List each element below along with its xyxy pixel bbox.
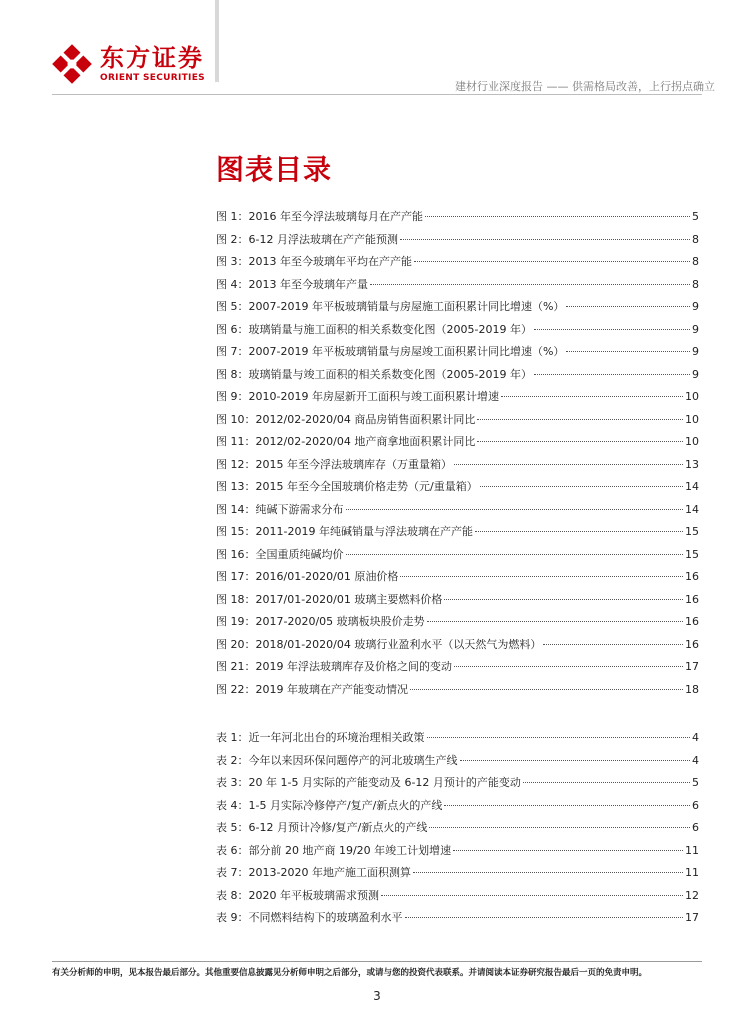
dot-leader xyxy=(566,351,690,352)
figure-entry-page: 9 xyxy=(692,345,699,358)
footer-disclaimer: 有关分析师的申明，见本报告最后部分。其他重要信息披露见分析师申明之后部分，或请与您的投资代表联系。并请阅读本证券研究报告最后一页的免责申明。 xyxy=(52,968,648,978)
brand-name-en: ORIENT SECURITIES xyxy=(100,72,205,83)
table-entry-label: 表 7：2013-2020 年地产施工面积测算 xyxy=(216,866,411,879)
table-entry[interactable] xyxy=(216,752,699,775)
figure-entry-page: 9 xyxy=(692,300,699,313)
dot-leader xyxy=(381,895,683,896)
dot-leader xyxy=(534,374,690,375)
figure-entry-page: 8 xyxy=(692,255,699,268)
dot-leader xyxy=(429,827,690,828)
dot-leader xyxy=(370,284,690,285)
figure-entry[interactable] xyxy=(216,343,699,366)
figure-entry-page: 10 xyxy=(685,390,699,403)
dot-leader xyxy=(427,621,683,622)
figure-entry[interactable] xyxy=(216,568,699,591)
dot-leader xyxy=(475,531,683,532)
page-number: 3 xyxy=(373,989,381,1003)
figure-list xyxy=(216,208,699,703)
dot-leader xyxy=(346,554,684,555)
dot-leader xyxy=(346,509,684,510)
table-entry[interactable] xyxy=(216,864,699,887)
figure-entry-page: 10 xyxy=(685,412,699,426)
brand-logo xyxy=(52,44,205,84)
table-entry-label: 表 2：今年以来因环保问题停产的河北玻璃生产线 xyxy=(216,753,458,767)
footer-divider xyxy=(52,961,702,962)
dot-leader xyxy=(454,464,683,465)
figure-entry-label: 图 15：2011-2019 年纯碱销量与浮法玻璃在产产能 xyxy=(216,525,473,538)
table-entry-label: 表 6：部分前 20 地产商 19/20 年竣工计划增速 xyxy=(216,843,452,857)
figure-entry[interactable] xyxy=(216,321,699,344)
figure-entry[interactable] xyxy=(216,658,699,681)
dot-leader xyxy=(400,576,683,577)
table-entry-page: 12 xyxy=(685,888,699,902)
header-divider xyxy=(52,94,702,95)
table-entry-page: 11 xyxy=(685,843,699,857)
figure-entry-label: 图 21：2019 年浮法玻璃库存及价格之间的变动 xyxy=(216,660,452,673)
figure-entry[interactable] xyxy=(216,208,699,231)
figure-entry-label: 图 22：2019 年玻璃在产产能变动情况 xyxy=(216,682,408,696)
figure-entry-label: 图 20：2018/01-2020/04 玻璃行业盈利水平（以天然气为燃料） xyxy=(216,637,542,651)
dot-leader xyxy=(543,644,683,645)
figure-entry-page: 9 xyxy=(692,367,699,381)
figure-entry-label: 图 17：2016/01-2020/01 原油价格 xyxy=(216,570,399,583)
table-entry-page: 11 xyxy=(685,866,699,879)
dot-leader xyxy=(523,782,690,783)
figure-entry[interactable] xyxy=(216,388,699,411)
figure-entry[interactable] xyxy=(216,276,699,299)
dot-leader xyxy=(410,689,683,690)
figure-entry-label: 图 11：2012/02-2020/04 地产商拿地面积累计同比 xyxy=(216,435,476,448)
figure-entry[interactable] xyxy=(216,433,699,456)
figure-entry[interactable] xyxy=(216,613,699,636)
figure-entry-label: 图 13：2015 年至今全国玻璃价格走势（元/重量箱） xyxy=(216,480,478,493)
table-entry-label: 表 3：20 年 1-5 月实际的产能变动及 6-12 月预计的产能变动 xyxy=(216,776,521,789)
header-accent-bar xyxy=(215,0,219,82)
dot-leader xyxy=(425,216,690,217)
figure-entry-label: 图 18：2017/01-2020/01 玻璃主要燃料价格 xyxy=(216,592,443,606)
orient-securities-logo-icon xyxy=(52,44,92,84)
table-entry-page: 6 xyxy=(692,798,699,812)
figure-entry[interactable] xyxy=(216,681,699,704)
figure-entry-label: 图 1：2016 年至今浮法玻璃每月在产产能 xyxy=(216,210,423,223)
figure-entry[interactable] xyxy=(216,298,699,321)
figure-entry-page: 14 xyxy=(685,502,699,516)
table-list xyxy=(216,729,699,932)
figure-entry[interactable] xyxy=(216,523,699,546)
table-entry-label: 表 5：6-12 月预计冷修/复产/新点火的产线 xyxy=(216,821,428,834)
figure-entry-page: 15 xyxy=(685,547,699,561)
figure-entry[interactable] xyxy=(216,456,699,479)
figure-entry-label: 图 19：2017-2020/05 玻璃板块股价走势 xyxy=(216,615,425,628)
dot-leader xyxy=(460,760,691,761)
figure-entry-page: 8 xyxy=(692,277,699,291)
table-entry-page: 4 xyxy=(692,731,699,744)
figure-entry-page: 9 xyxy=(692,322,699,336)
dot-leader xyxy=(501,396,683,397)
table-entry[interactable] xyxy=(216,797,699,820)
dot-leader xyxy=(477,419,683,420)
figure-entry-label: 图 10：2012/02-2020/04 商品房销售面积累计同比 xyxy=(216,412,476,426)
table-entry-page: 6 xyxy=(692,821,699,834)
figure-entry-page: 8 xyxy=(692,232,699,246)
dot-leader xyxy=(405,917,684,918)
dot-leader xyxy=(534,329,690,330)
figure-entry[interactable] xyxy=(216,501,699,524)
figure-entry-label: 图 9：2010-2019 年房屋新开工面积与竣工面积累计增速 xyxy=(216,390,499,403)
figure-entry-label: 图 4：2013 年至今玻璃年产量 xyxy=(216,277,368,291)
table-entry-page: 5 xyxy=(692,776,699,789)
figure-entry-page: 13 xyxy=(685,457,699,471)
figure-entry-label: 图 6：玻璃销量与施工面积的相关系数变化图（2005-2019 年） xyxy=(216,322,532,336)
figure-entry-label: 图 2：6-12 月浮法玻璃在产产能预测 xyxy=(216,232,398,246)
dot-leader xyxy=(453,850,683,851)
table-entry[interactable] xyxy=(216,887,699,910)
dot-leader xyxy=(477,441,683,442)
table-entry[interactable] xyxy=(216,842,699,865)
page-title: 图表目录 xyxy=(216,153,333,186)
figure-entry-page: 15 xyxy=(685,525,699,538)
figure-entry-label: 图 3：2013 年至今玻璃年平均在产产能 xyxy=(216,255,412,268)
brand-name-cn: 东方证券 xyxy=(100,43,204,72)
figure-entry-page: 16 xyxy=(685,592,699,606)
dot-leader xyxy=(400,239,690,240)
figure-entry-label: 图 12：2015 年至今浮法玻璃库存（万重量箱） xyxy=(216,457,452,471)
dot-leader xyxy=(414,261,690,262)
figure-entry[interactable] xyxy=(216,478,699,501)
figure-entry-page: 17 xyxy=(685,660,699,673)
figure-entry-page: 16 xyxy=(685,615,699,628)
figure-entry[interactable] xyxy=(216,591,699,614)
table-entry[interactable] xyxy=(216,819,699,842)
dot-leader xyxy=(427,737,691,738)
dot-leader xyxy=(413,872,683,873)
table-entry[interactable] xyxy=(216,729,699,752)
figure-entry-page: 16 xyxy=(685,570,699,583)
dot-leader xyxy=(444,599,683,600)
figure-entry-page: 10 xyxy=(685,435,699,448)
figure-entry[interactable] xyxy=(216,231,699,254)
figure-entry-page: 5 xyxy=(692,210,699,223)
figure-entry-label: 图 7：2007-2019 年平板玻璃销量与房屋竣工面积累计同比增速（%） xyxy=(216,345,565,358)
figure-entry-label: 图 16：全国重质纯碱均价 xyxy=(216,547,344,561)
figure-entry-label: 图 14：纯碱下游需求分布 xyxy=(216,502,344,516)
table-entry-page: 4 xyxy=(692,753,699,767)
figure-entry[interactable] xyxy=(216,366,699,389)
dot-leader xyxy=(566,306,690,307)
figure-entry-label: 图 8：玻璃销量与竣工面积的相关系数变化图（2005-2019 年） xyxy=(216,367,532,381)
figure-entry-label: 图 5：2007-2019 年平板玻璃销量与房屋施工面积累计同比增速（%） xyxy=(216,300,565,313)
report-header-line: 建材行业深度报告 —— 供需格局改善，上行拐点确立 xyxy=(455,80,715,93)
figure-entry[interactable] xyxy=(216,411,699,434)
table-entry-label: 表 1：近一年河北出台的环境治理相关政策 xyxy=(216,731,425,744)
figure-entry[interactable] xyxy=(216,546,699,569)
table-entry-label: 表 4：1-5 月实际冷修停产/复产/新点火的产线 xyxy=(216,798,443,812)
figure-entry-page: 18 xyxy=(685,682,699,696)
dot-leader xyxy=(454,666,683,667)
figure-entry-page: 16 xyxy=(685,637,699,651)
table-entry-page: 17 xyxy=(685,911,699,924)
table-entry-label: 表 9：不同燃料结构下的玻璃盈利水平 xyxy=(216,911,403,924)
table-entry[interactable] xyxy=(216,774,699,797)
dot-leader xyxy=(480,486,683,487)
table-entry[interactable] xyxy=(216,909,699,932)
table-entry-label: 表 8：2020 年平板玻璃需求预测 xyxy=(216,888,379,902)
figure-entry-page: 14 xyxy=(685,480,699,493)
dot-leader xyxy=(444,805,690,806)
figure-entry[interactable] xyxy=(216,636,699,659)
figure-entry[interactable] xyxy=(216,253,699,276)
